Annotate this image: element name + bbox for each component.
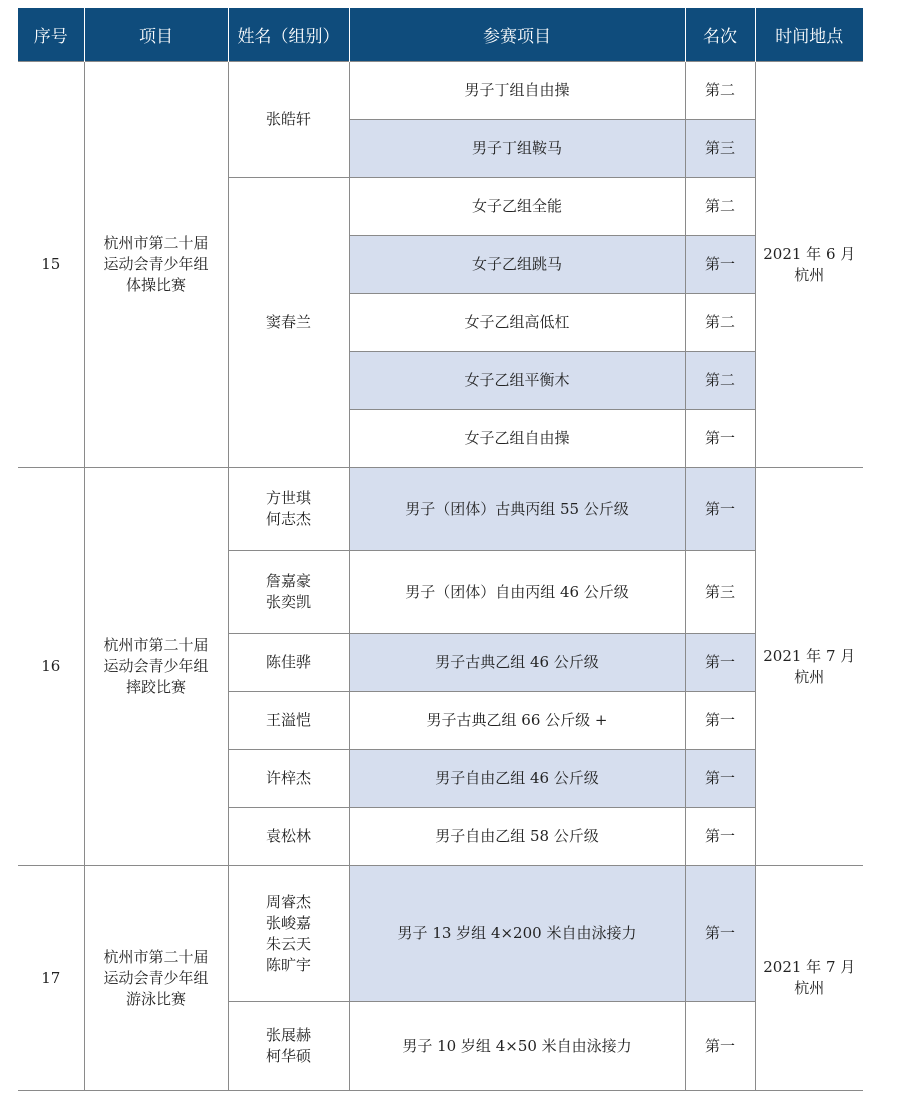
event-name: 女子乙组自由操 xyxy=(349,410,685,468)
rank: 第二 xyxy=(685,294,755,352)
project-name: 杭州市第二十届 运动会青少年组 游泳比赛 xyxy=(84,866,228,1091)
row-number: 17 xyxy=(18,866,84,1091)
project-name: 杭州市第二十届 运动会青少年组 体操比赛 xyxy=(84,62,228,468)
rank: 第一 xyxy=(685,410,755,468)
event-name: 男子古典乙组 66 公斤级 + xyxy=(349,692,685,750)
rank: 第三 xyxy=(685,551,755,634)
athlete-name: 窦春兰 xyxy=(228,178,349,468)
event-name: 女子乙组全能 xyxy=(349,178,685,236)
row-number: 16 xyxy=(18,468,84,866)
event-name: 女子乙组跳马 xyxy=(349,236,685,294)
athlete-name: 詹嘉豪 张奕凯 xyxy=(228,551,349,634)
event-name: 男子自由乙组 46 公斤级 xyxy=(349,750,685,808)
athlete-name: 周睿杰 张峻嘉 朱云天 陈旷宇 xyxy=(228,866,349,1002)
athlete-name: 陈佳骅 xyxy=(228,634,349,692)
event-name: 女子乙组平衡木 xyxy=(349,352,685,410)
event-name: 男子 10 岁组 4×50 米自由泳接力 xyxy=(349,1002,685,1091)
header-no: 序号 xyxy=(18,8,84,62)
athlete-name: 方世琪 何志杰 xyxy=(228,468,349,551)
project-name: 杭州市第二十届 运动会青少年组 摔跤比赛 xyxy=(84,468,228,866)
rank: 第一 xyxy=(685,236,755,294)
header-time-place: 时间地点 xyxy=(755,8,863,62)
rank: 第一 xyxy=(685,866,755,1002)
event-name: 男子 13 岁组 4×200 米自由泳接力 xyxy=(349,866,685,1002)
event-name: 男子（团体）自由丙组 46 公斤级 xyxy=(349,551,685,634)
table-row xyxy=(18,468,863,551)
event-name: 男子（团体）古典丙组 55 公斤级 xyxy=(349,468,685,551)
athlete-name: 王溢恺 xyxy=(228,692,349,750)
rank: 第一 xyxy=(685,692,755,750)
rank: 第一 xyxy=(685,634,755,692)
rank: 第二 xyxy=(685,62,755,120)
athlete-name: 袁松林 xyxy=(228,808,349,866)
header-project: 项目 xyxy=(84,8,228,62)
table-header-row xyxy=(18,8,863,62)
event-name: 男子丁组自由操 xyxy=(349,62,685,120)
event-name: 女子乙组高低杠 xyxy=(349,294,685,352)
athlete-name: 许梓杰 xyxy=(228,750,349,808)
time-place: 2021 年 6 月 杭州 xyxy=(755,62,863,468)
rank: 第一 xyxy=(685,750,755,808)
rank: 第二 xyxy=(685,352,755,410)
table-row xyxy=(18,62,863,120)
row-number: 15 xyxy=(18,62,84,468)
header-rank: 名次 xyxy=(685,8,755,62)
table-row xyxy=(18,866,863,1002)
athlete-name: 张皓轩 xyxy=(228,62,349,178)
time-place: 2021 年 7 月 杭州 xyxy=(755,866,863,1091)
header-name: 姓名（组别） xyxy=(228,8,349,62)
athlete-name: 张展赫 柯华硕 xyxy=(228,1002,349,1091)
rank: 第三 xyxy=(685,120,755,178)
event-name: 男子丁组鞍马 xyxy=(349,120,685,178)
time-place: 2021 年 7 月 杭州 xyxy=(755,468,863,866)
rank: 第一 xyxy=(685,1002,755,1091)
event-name: 男子自由乙组 58 公斤级 xyxy=(349,808,685,866)
rank: 第二 xyxy=(685,178,755,236)
event-name: 男子古典乙组 46 公斤级 xyxy=(349,634,685,692)
rank: 第一 xyxy=(685,468,755,551)
awards-table xyxy=(18,8,863,1091)
rank: 第一 xyxy=(685,808,755,866)
header-event: 参赛项目 xyxy=(349,8,685,62)
